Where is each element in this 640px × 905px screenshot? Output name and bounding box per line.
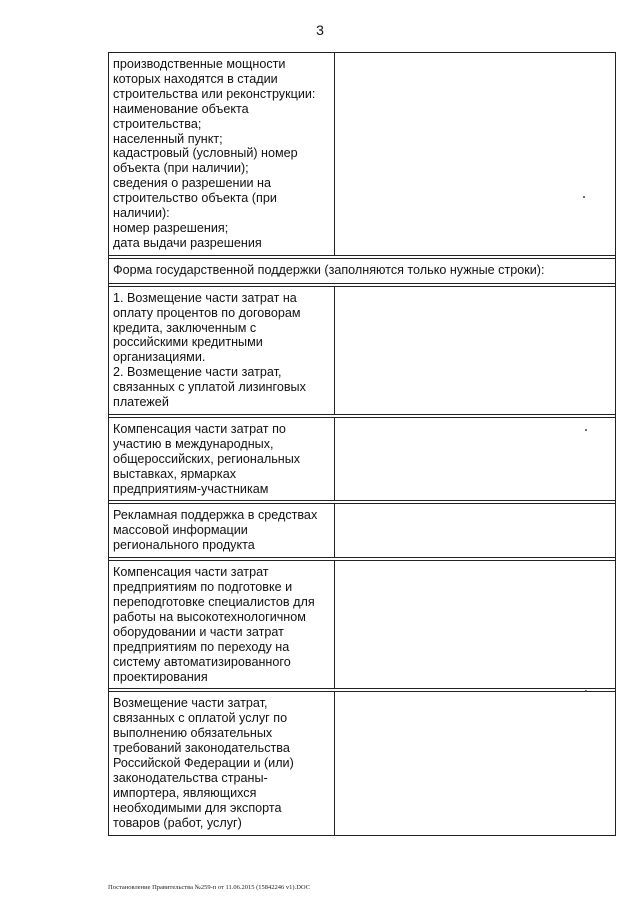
table-row — [109, 561, 616, 689]
document-footer: Постановление Правительства №259-п от 11.06.2015 (15842246 v1).DOC — [108, 884, 310, 891]
table-row — [109, 417, 616, 501]
table-row — [109, 286, 616, 414]
support-form-header: Форма государственной поддержки (заполняются только нужные строки): — [109, 258, 616, 283]
support-row-label: 1. Возмещение части затрат на оплату процентов по договорам кредита, заключенным с российскими кредитными организациями. 2. Возмещение части затрат, связанных с уплатой лизинговых платежей — [109, 286, 335, 414]
scan-speck — [583, 196, 585, 198]
scan-speck — [585, 690, 587, 692]
support-row-value[interactable] — [335, 561, 616, 689]
support-row-value[interactable] — [335, 692, 616, 835]
support-row-value[interactable] — [335, 286, 616, 414]
construction-facility-value[interactable] — [335, 53, 616, 256]
application-form-table — [108, 52, 616, 836]
table-row — [109, 692, 616, 835]
table-row — [109, 53, 616, 256]
table-row — [109, 504, 616, 558]
construction-facility-label: производственные мощности которых находятся в стадии строительства или реконструкции: наименование объекта строительства; населенный пункт; кадастровый (условный) номер объекта (при наличии); сведения о разрешении на строительство объекта (при наличии): номер разрешения; дата выдачи разрешения — [109, 53, 335, 256]
table-row — [109, 258, 616, 283]
support-row-label: Компенсация части затрат предприятиям по подготовке и переподготовке специалистов для работы на высокотехнологичном оборудовании и части затрат предприятиям по переходу на систему автоматизированного проектирования — [109, 561, 335, 689]
scan-speck — [585, 429, 587, 431]
support-row-label: Компенсация части затрат по участию в международных, общероссийских, региональных выставках, ярмарках предприятиям-участникам — [109, 417, 335, 501]
support-row-value[interactable] — [335, 417, 616, 501]
support-row-label: Рекламная поддержка в средствах массовой информации регионального продукта — [109, 504, 335, 558]
page-number: 3 — [316, 22, 324, 38]
support-row-value[interactable] — [335, 504, 616, 558]
support-row-label: Возмещение части затрат, связанных с оплатой услуг по выполнению обязательных требований законодательства Российской Федерации и (или) законодательства страны- импортера, являющихся необходимыми для экспорта товаров (работ, услуг) — [109, 692, 335, 835]
